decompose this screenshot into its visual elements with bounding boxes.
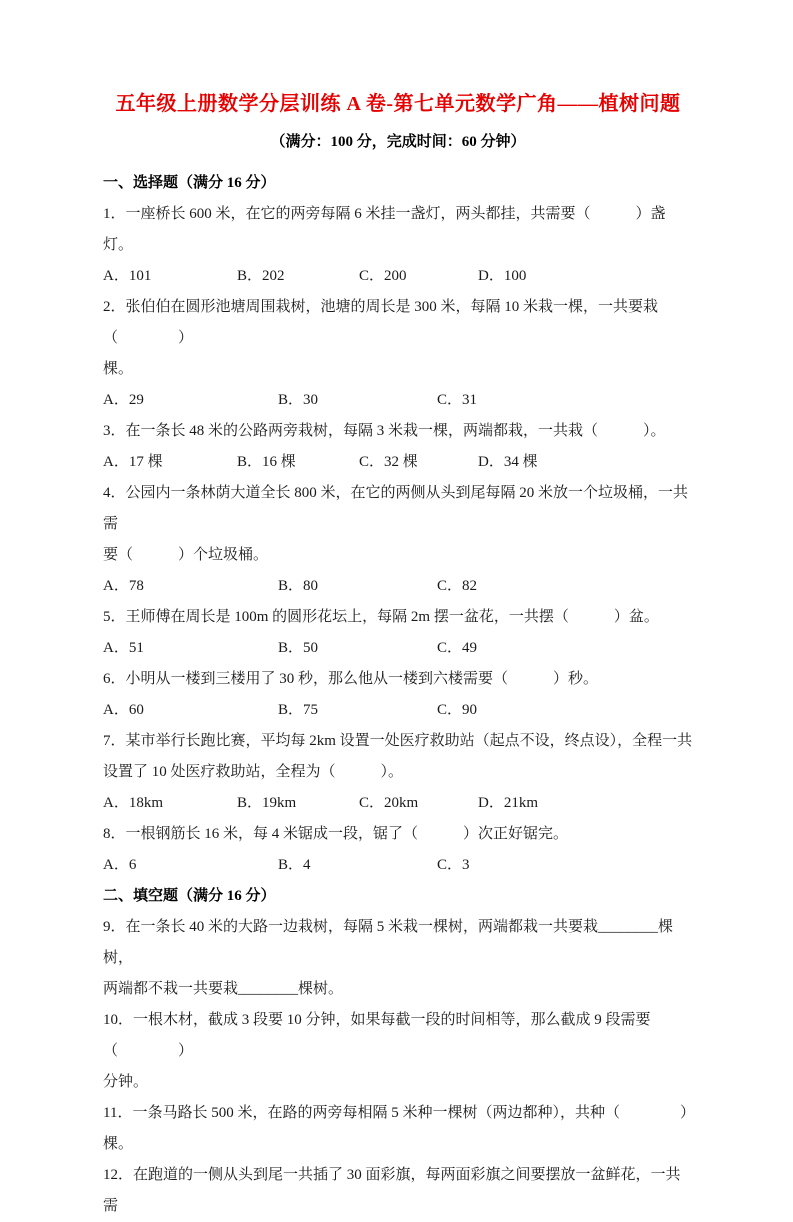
option-item: A．60 bbox=[103, 702, 144, 718]
question-line: 4．公园内一条林荫大道全长 800 米，在它的两侧从头到尾每隔 20 米放一个垃圾桶，一共需 bbox=[103, 485, 689, 532]
options-row bbox=[103, 385, 693, 416]
question-line: 3．在一条长 48 米的公路两旁栽树，每隔 3 米栽一棵，两端都栽，一共栽（ ）。 bbox=[103, 423, 666, 439]
question-line: 2．张伯伯在圆形池塘周围栽树，池塘的周长是 300 米，每隔 10 米栽一棵，一共要栽（ ） bbox=[103, 299, 659, 346]
option-item: B．50 bbox=[278, 640, 319, 656]
question-line: 棵。 bbox=[103, 361, 134, 377]
option-item: B．19km bbox=[237, 795, 297, 811]
question-line: 8．一根钢筋长 16 米，每 4 米锯成一段，锯了（ ）次正好锯完。 bbox=[103, 826, 569, 842]
option-item: C．82 bbox=[437, 578, 478, 594]
option-item: A．18km bbox=[103, 795, 164, 811]
option-item: B．4 bbox=[278, 857, 311, 873]
option-item: C．200 bbox=[359, 268, 407, 284]
question-line: 11．一条马路长 500 米，在路的两旁每相隔 5 米种一棵树（两边都种），共种（ ） bbox=[103, 1105, 695, 1121]
option-item: C．32 棵 bbox=[359, 454, 418, 470]
option-item: C．31 bbox=[437, 392, 478, 408]
question-line: 9．在一条长 40 米的大路一边栽树，每隔 5 米栽一棵树，两端都栽一共要栽________棵树， bbox=[103, 919, 674, 966]
options-row bbox=[103, 633, 693, 664]
question-line: 棵。 bbox=[103, 1136, 134, 1152]
option-item: B．16 棵 bbox=[237, 454, 296, 470]
question-line: 10．一根木材，截成 3 段要 10 分钟，如果每截一段的时间相等，那么截成 9 段需要（ ） bbox=[103, 1012, 651, 1059]
option-item: D．100 bbox=[478, 268, 527, 284]
option-item: C．49 bbox=[437, 640, 478, 656]
option-item: A．6 bbox=[103, 857, 137, 873]
options-row bbox=[103, 447, 693, 478]
option-item: A．101 bbox=[103, 268, 152, 284]
options-row bbox=[103, 850, 693, 881]
option-item: B．80 bbox=[278, 578, 319, 594]
option-item: A．51 bbox=[103, 640, 144, 656]
options-row bbox=[103, 695, 693, 726]
section-heading: 一、选择题（满分 16 分） bbox=[103, 175, 276, 191]
question-line: 两端都不栽一共要栽________棵树。 bbox=[103, 981, 344, 997]
option-item: C．3 bbox=[437, 857, 470, 873]
option-item: D．34 棵 bbox=[478, 454, 538, 470]
question-line: 7．某市举行长跑比赛，平均每 2km 设置一处医疗救助站（起点不设，终点设），全程一共 bbox=[103, 733, 693, 749]
exam-subtitle: （满分：100 分，完成时间：60 分钟） bbox=[270, 134, 526, 150]
document-body bbox=[103, 168, 693, 1222]
question-line: 设置了 10 处医疗救助站，全程为（ ）。 bbox=[103, 764, 404, 780]
option-item: B．30 bbox=[278, 392, 319, 408]
page-title: 五年级上册数学分层训练 A 卷-第七单元数学广角——植树问题 bbox=[115, 93, 681, 115]
question-line: 5．王师傅在周长是 100m 的圆形花坛上，每隔 2m 摆一盆花，一共摆（ ）盆。 bbox=[103, 609, 659, 625]
question-line: 1．一座桥长 600 米，在它的两旁每隔 6 米挂一盏灯，两头都挂，共需要（ ）盏灯。 bbox=[103, 206, 666, 253]
option-item: A．17 棵 bbox=[103, 454, 163, 470]
option-item: B．75 bbox=[278, 702, 319, 718]
question-line: 分钟。 bbox=[103, 1074, 149, 1090]
option-item: A．29 bbox=[103, 392, 144, 408]
question-line: 6．小明从一楼到三楼用了 30 秒，那么他从一楼到六楼需要（ ）秒。 bbox=[103, 671, 599, 687]
option-item: C．90 bbox=[437, 702, 478, 718]
option-item: A．78 bbox=[103, 578, 144, 594]
section-heading: 二、填空题（满分 16 分） bbox=[103, 888, 276, 904]
options-row bbox=[103, 261, 693, 292]
options-row bbox=[103, 571, 693, 602]
option-item: C．20km bbox=[359, 795, 419, 811]
options-row bbox=[103, 788, 693, 819]
question-line: 12．在跑道的一侧从头到尾一共插了 30 面彩旗，每两面彩旗之间要摆放一盆鲜花，一共需 bbox=[103, 1167, 681, 1214]
question-line: 要（ ）个垃圾桶。 bbox=[103, 547, 269, 563]
option-item: B．202 bbox=[237, 268, 285, 284]
option-item: D．21km bbox=[478, 795, 539, 811]
